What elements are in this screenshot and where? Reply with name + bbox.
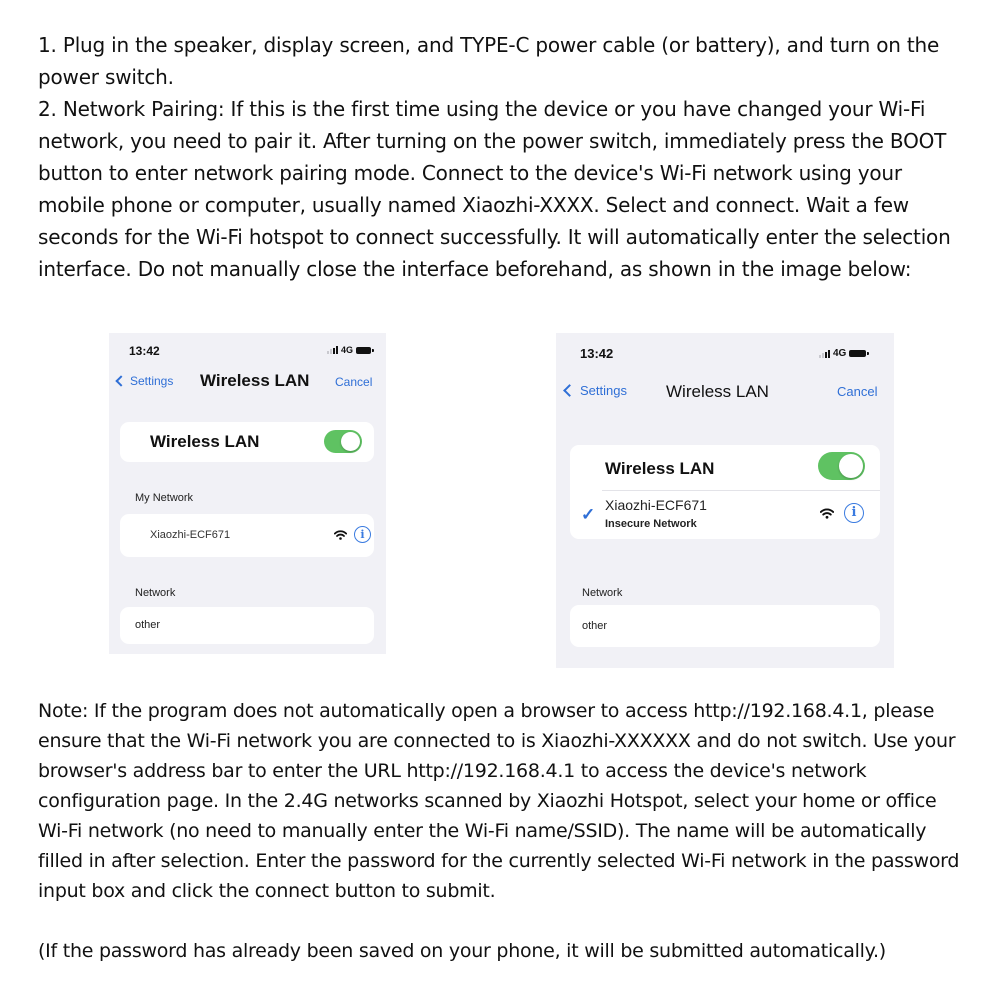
info-icon[interactable]: i [354,526,371,543]
trailing-note-text: (If the password has already been saved on your phone, it will be submitted automatically.) [38,940,886,962]
step-2-text: 2. Network Pairing: If this is the first time using the device or you have changed your Wi-Fi network, you need to pair it. After turning on the power switch, immediately press the BOOT button to enter network pairing mode. Connect to the device's Wi-Fi network using your mobile phone or computer, usually named Xiaozhi-XXXX. Select and connect. Wait a few seconds for the Wi-Fi hotspot to connect successfully. It will automatically enter the selection interface. Do not manually close the interface beforehand, as shown in the image below: [38,97,951,281]
phone-screenshot-left [109,333,386,654]
cancel-button[interactable]: Cancel [837,384,878,399]
toggle-knob [839,454,863,478]
wlan-toggle-label: Wireless LAN [605,459,715,478]
other-network-row[interactable] [570,605,880,647]
network-header: Network [582,587,623,599]
wifi-icon [334,530,347,540]
my-network-ssid: Xiaozhi-ECF671 [150,529,231,541]
chevron-left-icon [115,375,126,386]
wlan-card [570,445,880,539]
wlan-toggle-switch[interactable] [818,452,865,480]
cancel-button[interactable]: Cancel [335,375,373,389]
network-type: 4G [341,345,354,355]
network-header: Network [135,587,176,599]
nav-title: Wireless LAN [666,382,769,401]
other-label: other [135,619,161,631]
my-network-header: My Network [135,492,194,504]
wlan-toggle-label: Wireless LAN [150,432,260,451]
other-label: other [582,620,608,632]
wlan-toggle-row [120,422,374,462]
connected-ssid[interactable]: Xiaozhi-ECF671 [605,497,707,513]
back-settings-button[interactable] [117,374,173,388]
chevron-left-icon [563,384,576,397]
wifi-icon [820,508,834,519]
step-1-text: 1. Plug in the speaker, display screen, and TYPE-C power cable (or battery), and turn on the power switch. [38,33,940,89]
phone-screenshot-right [556,333,894,668]
back-label: Settings [130,374,174,388]
battery-icon [356,347,371,354]
other-network-row[interactable] [120,607,374,644]
toggle-knob [341,432,360,451]
connected-status: Insecure Network [605,518,697,530]
checkmark-icon: ✓ [581,505,596,524]
row-divider [602,490,880,491]
nav-title: Wireless LAN [200,371,310,390]
signal-icon [327,346,338,354]
status-indicators [819,348,866,359]
wlan-toggle-switch[interactable] [324,430,362,453]
network-type: 4G [833,348,847,359]
back-label: Settings [580,383,627,398]
battery-icon [849,350,866,357]
status-indicators [327,345,371,355]
note-text: Note: If the program does not automatically open a browser to access http://192.168.4.1, please ensure that the Wi-Fi network you are connected to is Xiaozhi-XXXXXX and do not switch. Use your browser's address bar to enter the URL http://192.168.4.1 to access the device's network configuration page. In the 2.4G networks scanned by Xiaozhi Hotspot, select your home or office Wi-Fi network (no need to manually enter the Wi-Fi name/SSID). The name will be automatically filled in after selection. Enter the password for the currently selected Wi-Fi network in the password input box and click the connect button to submit. [38,700,960,902]
back-settings-button[interactable] [565,383,627,398]
signal-icon [819,350,830,358]
my-network-row[interactable] [120,514,374,557]
status-time: 13:42 [129,344,160,358]
info-icon[interactable]: i [844,503,864,523]
status-time: 13:42 [580,346,614,361]
